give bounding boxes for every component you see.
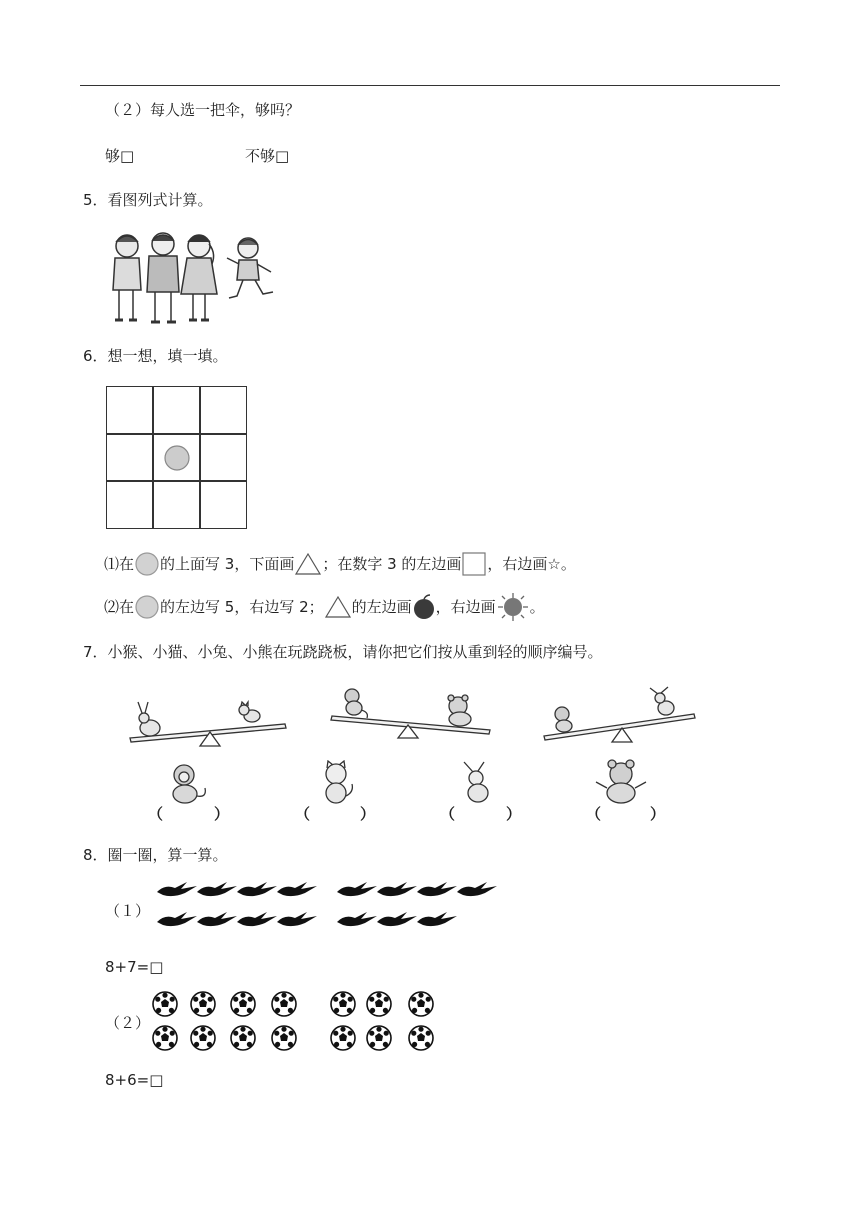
seesaw-2 — [328, 684, 496, 742]
three-by-three-grid — [106, 386, 247, 529]
circle-icon — [134, 594, 160, 620]
answer-paren-open-rabbit: （ — [440, 805, 456, 823]
grid-cell — [106, 434, 153, 482]
swallow-icon — [417, 912, 457, 926]
answer-slot-monkey[interactable] — [170, 803, 210, 823]
answer-paren-close-rabbit: ） — [506, 805, 522, 823]
circle-icon — [165, 446, 189, 470]
answer-paren-close-monkey: ） — [214, 805, 230, 823]
answer-paren-close-cat: ） — [360, 805, 376, 823]
cat-icon — [312, 760, 360, 806]
answer-paren-open-bear: （ — [586, 805, 602, 823]
soccer-ball-icon — [153, 1026, 177, 1050]
q6-l1-text-b: 的上面写 3，下面画 — [160, 555, 295, 573]
soccer-ball-icon — [153, 992, 177, 1016]
swallow-icon — [377, 912, 417, 926]
swallow-icon — [157, 912, 197, 926]
q4-option-enough[interactable]: 够□ — [105, 147, 135, 165]
swallow-icon — [277, 882, 317, 896]
triangle-icon — [294, 552, 322, 576]
q6-title: 6．想一想，填一填。 — [83, 347, 228, 365]
soccer-balls-group — [150, 990, 440, 1054]
q6-l1-text-d: ，右边画☆。 — [487, 555, 576, 573]
q8-equation-2[interactable]: 8+6=□ — [105, 1071, 164, 1089]
seesaw-3 — [540, 686, 698, 744]
q8-part1-label: （１） — [105, 902, 151, 920]
monkey-icon — [158, 762, 214, 806]
swallow-icon — [457, 882, 497, 896]
apple-icon — [412, 594, 436, 620]
swallow-icon — [277, 912, 317, 926]
children-illustration — [105, 228, 277, 328]
grid-cell — [200, 386, 247, 434]
q6-l1-text-c: ；在数字 3 的左边画 — [322, 555, 462, 573]
answer-paren-open-cat: （ — [295, 805, 311, 823]
soccer-ball-icon — [231, 1026, 255, 1050]
q5-title: 5．看图列式计算。 — [83, 191, 213, 209]
swallow-icon — [237, 882, 277, 896]
grid-cell — [200, 481, 247, 529]
swallow-icon — [337, 882, 377, 896]
answer-slot-bear[interactable] — [606, 803, 646, 823]
soccer-ball-icon — [272, 992, 296, 1016]
q4-part2-question: （２）每人选一把伞，够吗？ — [105, 101, 301, 119]
q6-l2-text-d: ，右边画 — [435, 598, 496, 616]
q6-l2-text-c: 的左边画 — [351, 598, 412, 616]
q6-l2-text-a: ⑵在 — [104, 598, 135, 616]
soccer-ball-icon — [409, 992, 433, 1016]
q6-line-2 — [104, 592, 545, 622]
swallow-icon — [417, 882, 457, 896]
grid-cell — [153, 481, 200, 529]
q6-l2-text-e: 。 — [529, 598, 545, 616]
soccer-ball-icon — [367, 1026, 391, 1050]
grid-cell — [106, 386, 153, 434]
soccer-ball-icon — [367, 992, 391, 1016]
q8-part2-label: （２） — [105, 1014, 151, 1032]
answer-paren-open-monkey: （ — [148, 805, 164, 823]
top-rule — [80, 85, 780, 86]
q7-title: 7．小猴、小猫、小兔、小熊在玩跷跷板，请你把它们按从重到轻的顺序编号。 — [83, 643, 603, 661]
swallow-icon — [157, 882, 197, 896]
answer-paren-close-bear: ） — [650, 805, 666, 823]
soccer-ball-icon — [331, 1026, 355, 1050]
swallow-icon — [237, 912, 277, 926]
q8-title: 8．圈一圈，算一算。 — [83, 846, 228, 864]
answer-slot-cat[interactable] — [316, 803, 356, 823]
q6-l2-text-b: 的左边写 5，右边写 2； — [160, 598, 324, 616]
grid-cell-center — [153, 434, 200, 482]
grid-cell — [106, 481, 153, 529]
soccer-ball-icon — [409, 1026, 433, 1050]
bear-icon — [590, 758, 652, 806]
swallows-group — [155, 876, 500, 934]
seesaw-1 — [120, 698, 290, 750]
triangle-icon — [324, 595, 352, 619]
answer-slot-rabbit[interactable] — [461, 803, 501, 823]
swallow-icon — [197, 882, 237, 896]
square-icon — [461, 551, 487, 577]
swallow-icon — [197, 912, 237, 926]
circle-icon — [134, 551, 160, 577]
soccer-ball-icon — [191, 992, 215, 1016]
sun-icon — [496, 592, 530, 622]
swallow-icon — [377, 882, 417, 896]
q4-option-not-enough[interactable]: 不够□ — [245, 147, 290, 165]
soccer-ball-icon — [231, 992, 255, 1016]
grid-cell — [200, 434, 247, 482]
q8-equation-1[interactable]: 8+7=□ — [105, 958, 164, 976]
q6-line-1 — [104, 551, 576, 577]
grid-cell — [153, 386, 200, 434]
soccer-ball-icon — [191, 1026, 215, 1050]
rabbit-icon — [454, 760, 500, 806]
soccer-ball-icon — [331, 992, 355, 1016]
q6-l1-text-a: ⑴在 — [104, 555, 135, 573]
swallow-icon — [337, 912, 377, 926]
soccer-ball-icon — [272, 1026, 296, 1050]
